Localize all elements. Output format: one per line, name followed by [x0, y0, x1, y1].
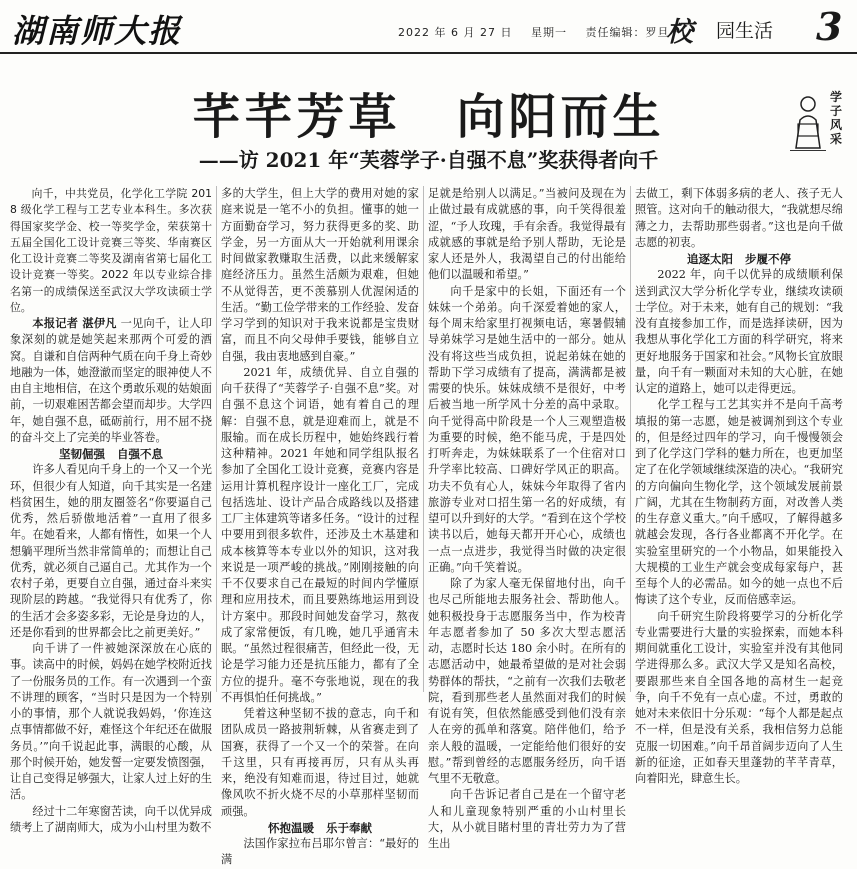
headline-left: 芊芊芳草 — [192, 89, 401, 145]
headline-right: 向阳而生 — [456, 89, 665, 145]
masthead-divider — [0, 52, 857, 54]
section-heading — [635, 251, 843, 267]
paragraph: 向千讲了一件被她深深放在心底的事。读高中的时候，妈妈在她学校附近找了一份服务员的工作。有一次遇到一个蛮不讲理的顾客，“当时只是因为一个特别小的事情，那个人就说我妈妈，‘你连这点事情都做不好，难怪这个年纪还在做服务员。’”向千说起此事，满眼的心酸，从那个时候开始，她发誓一定要发愤图强，让自己变得足够强大，让家人过上好的生活。 — [10, 642, 212, 802]
issue-date: 2022 年 6 月 27 日 — [398, 26, 513, 39]
heading-part: 追逐太阳 — [687, 252, 733, 266]
paragraph: 凭着这种坚韧不拔的意志，向千和团队成员一路披荆斩棘，从省赛走到了国赛，获得了一个又一个的荣誉。在向千这里，只有再接再厉，只有从头再来，绝没有知难而退，待过目过，她就像风吹不折火烧不尽的小草那样坚韧而顽强。 — [221, 707, 419, 818]
paragraph: 足就是给别人以满足。”当被问及现在为止做过最有成就感的事，向千笑得很羞涩，“予人玫瑰，手有余香。我觉得最有成就感的事就是给予别人帮助，无论是家人还是外人，我渴望自己的付出能给他们以温暖和希望。” — [428, 187, 626, 282]
issue-editor: 责任编辑：罗旦 — [585, 26, 670, 39]
section-heading — [10, 446, 212, 462]
column-tag — [790, 88, 854, 156]
byline-paragraph — [10, 316, 212, 446]
paragraph: 法国作家拉布吕耶尔曾言：“最好的满 — [221, 837, 419, 867]
paragraph: 向千研究生阶段将要学习的分析化学专业需要进行大量的实验探索，而她本科期间就重化工设计，实验室并没有其他同学进得那么多。武汉大学又是知名高校，要跟那些来自全国各地的高材生一起竞争，向千不免有一点心虚。不过，勇敢的她对未来依旧十分乐观：“每个人都是起点不一样，但是没有关系，我相信努力总能克服一切困难。”向千昂首阔步迈向了人生新的征途，正如春天里蓬勃的芊芊青草，向着阳光，肆意生长。 — [635, 609, 843, 785]
paragraph: 除了为家人毫无保留地付出，向千也尽己所能地去服务社会、帮助他人。她积极投身于志愿服务当中，作为校青年志愿者参加了 50 多次大型志愿活动，志愿时长达 180 余小时。在所有的志愿活动中，她最希望做的是对社会弱势群体的帮扶，“之前有一次我们去敬老院，看到那些老人虽然面对我们的时候有说有笑，但依然能感受到他们没有亲人在旁的孤单和落寞。陪伴他们，给予亲人般的温暖，一定能给他们很好的安慰。”帮到曾经的志愿服务经历，向千语气里不无敬意。 — [428, 577, 626, 785]
paragraph: 化学工程与工艺其实并不是向千高考填报的第一志愿，她是被调剂到这个专业的，但是经过四年的学习，向千慢慢领会到了化学这门学科的魅力所在，也更加坚定了在化学领域继续深造的决心。“我研究的方向偏向生物化学，这个领域发展前景广阔，尤其在生物制药方面，对改善人类的生存意义重大。”向千感叹，了解得越多就越会发现，各行各业都离不开化学。在实验室里研究的一个小物品，如果能投入大规模的工业生产就会变成每家每户，甚至每个人的必需品。如今的她一点也不后悔读了这个专业，反而倍感幸运。 — [635, 398, 843, 607]
paragraph: 向千告诉记者自己是在一个留守老人和儿童现象特别严重的小山村里长大，从小就目睹村里的青壮劳力为了营生出 — [428, 788, 626, 850]
column-divider — [216, 186, 217, 692]
paragraph: 向千是家中的长姐，下面还有一个妹妹一个弟弟。向千深爱着她的家人，每个周末给家里打视频电话，寒暑假辅导弟妹学习是她生活中的一部分。她从没有将这些当成负担，说起弟妹在她的帮助下学习成绩有了提高，满满都是被需要的快乐。妹妹成绩不是很好，中考后被当地一所学风十分差的高中录取。向千觉得高中阶段是一个人三观塑造极为重要的时候，绝不能马虎，于是四处打听奔走，为妹妹联系了一个住宿对口升学率比较高、口碑好学风正的职高。功夫不负有心人，妹妹今年取得了省内旅游专业对口招生第一名的好成绩，有望可以升到好的大学。“看到在这个学校读书以后，她每天都开开心心，成绩也一点一点进步，我觉得当时做的决定很正确。”向千笑着说。 — [428, 284, 626, 574]
article-subhead: ——访 2021 年“芙蓉学子·自强不息”奖获得者向千 — [198, 148, 659, 172]
heading-part: 自强不息 — [117, 447, 163, 461]
reader-figure-icon — [790, 94, 826, 151]
section-header — [666, 4, 848, 49]
heading-part: 乐于奉献 — [326, 820, 372, 835]
section-heading — [221, 820, 419, 836]
paragraph: 一见向千，让人印象深刻的就是她笑起来那两个可爱的酒窝。自谦和自信两种气质在向千身上奇妙地融为一体，她澄澈而坚定的眼神使人不由自主地相信，在这个勇敢乐观的姑娘面前，一切艰难困苦都会望而却步。大学四年，她自强不息，砥砺前行，用不屈不挠的奋斗交上了完美的毕业答卷。 — [10, 317, 212, 444]
article-headline — [0, 78, 857, 147]
article-column-1 — [10, 186, 212, 834]
byline: 本报记者 湛伊凡 — [32, 317, 117, 330]
column-divider — [423, 186, 424, 692]
article-column-4 — [635, 186, 843, 785]
heading-part: 坚韧倔强 — [59, 447, 105, 461]
paragraph: 去做工，剩下体弱多病的老人、孩子无人照管。这对向千的触动很大，“我就想尽绵薄之力，去帮助那些弱者。”这也是向千做志愿的初衷。 — [635, 187, 843, 249]
section-title-big: 校 — [666, 17, 693, 48]
article-column-2 — [221, 186, 419, 867]
section-title-small: 园生活 — [716, 20, 774, 42]
heading-part: 怀抱温暖 — [268, 820, 314, 835]
article-column-3 — [428, 186, 626, 850]
issue-info — [398, 24, 683, 40]
paragraph: 许多人看见向千身上的一个又一个光环，但很少有人知道，向千其实是一名建档贫困生，她的朋友圈签名“你要逼自己优秀，然后骄傲地活着”一直用了很多年。在她看来，人都有惰性，如果一个人想躺平理所当然非常简单的；而想让自己优秀，就必须自己逼自己。尤其作为一个农村子弟，更要自立自强，通过奋斗来实现阶层的跨越。“我觉得只有优秀了，你的生活才会多姿多彩，无论是身边的人，还是你看到的世界都会比之前更美好。” — [10, 463, 212, 639]
column-divider — [630, 186, 631, 692]
paragraph: 2022 年，向千以优异的成绩顺利保送到武汉大学分析化学专业，继续攻读硕士学位。对于未来，她有自己的规划：“我没有直接参加工作，而是选择读研，因为我想从事化学化工方面的科学研究，将来更好地服务于国家和社会。”风物长宜放眼量，向千有一颗面对未知的大心脏，在她认定的道路上，她可以走得更远。 — [635, 268, 843, 395]
heading-part: 步履不停 — [745, 252, 791, 266]
paragraph: 多的大学生，但上大学的费用对她的家庭来说是一笔不小的负担。懂事的她一方面勤奋学习，努力获得更多的奖、助学金，另一方面从大一开始就利用课余时间做家教赚取生活费，以此来缓解家庭经济压力。虽然生活颇为艰难，但她不从觉得苦，更不羡慕别人优渥闲适的生活。“勤工俭学带来的工作经验、发奋学习学到的知识对于我来说都是宝贵财富，而且不向父母伸手要钱，能够自立自强，我由衷地感到自豪。” — [221, 187, 419, 363]
page-number: 3 — [816, 4, 843, 49]
paragraph: 2021 年，成绩优异、自立自强的向千获得了“芙蓉学子·自强不息”奖。对自强不息这个词语，她有着自己的理解：自强不息，就是迎难而上，就是不服输。而在成长历程中，她始终践行着这种精神。2021 年她和同学组队报名参加了全国化工设计竞赛，竞赛内容是运用计算机程序设计一座化工厂，完成包括选址、设计产品合成路线以及搭建工厂主体建筑等诸多任务。“设计的过程中要用到很多软件，还涉及土木基建和成本核算等本专业以外的知识，这对我来说是一项严峻的挑战。”刚刚接触的向千不仅要求自己在最短的时间内学懂原理和应用技术，而且要熟练地运用到设计方案中。那段时间她发奋学习，熬夜成了家常便饭，有几晚，她几乎通宵未眠。“虽然过程很痛苦，但经此一役，无论是学习能力还是抗压能力，都有了全方位的提升。毫不夸张地说，现在的我不再惧怕任何挑战。” — [221, 365, 419, 704]
paragraph: 经过十二年寒窗苦读，向千以优异成绩考上了湖南师大，成为小山村里为数不 — [10, 804, 212, 834]
issue-weekday: 星期一 — [530, 26, 567, 39]
intro-paragraph: 向千，中共党员，化学化工学院 2018 级化学工程与工艺专业本科生。多次获得国家奖学金、校一等奖学金，荣获第十五届全国化工设计竞赛三等奖、华南赛区化工设计竞赛二等奖及湖南省第七届化工设计竞赛一等奖。2022 年以专业综合排名第一的成绩保送至武汉大学攻读硕士学位。 — [10, 187, 212, 314]
column-tag-label: 学子风采 — [830, 90, 843, 146]
masthead — [0, 0, 857, 52]
newspaper-logo: 湖南师大报 — [12, 12, 183, 50]
